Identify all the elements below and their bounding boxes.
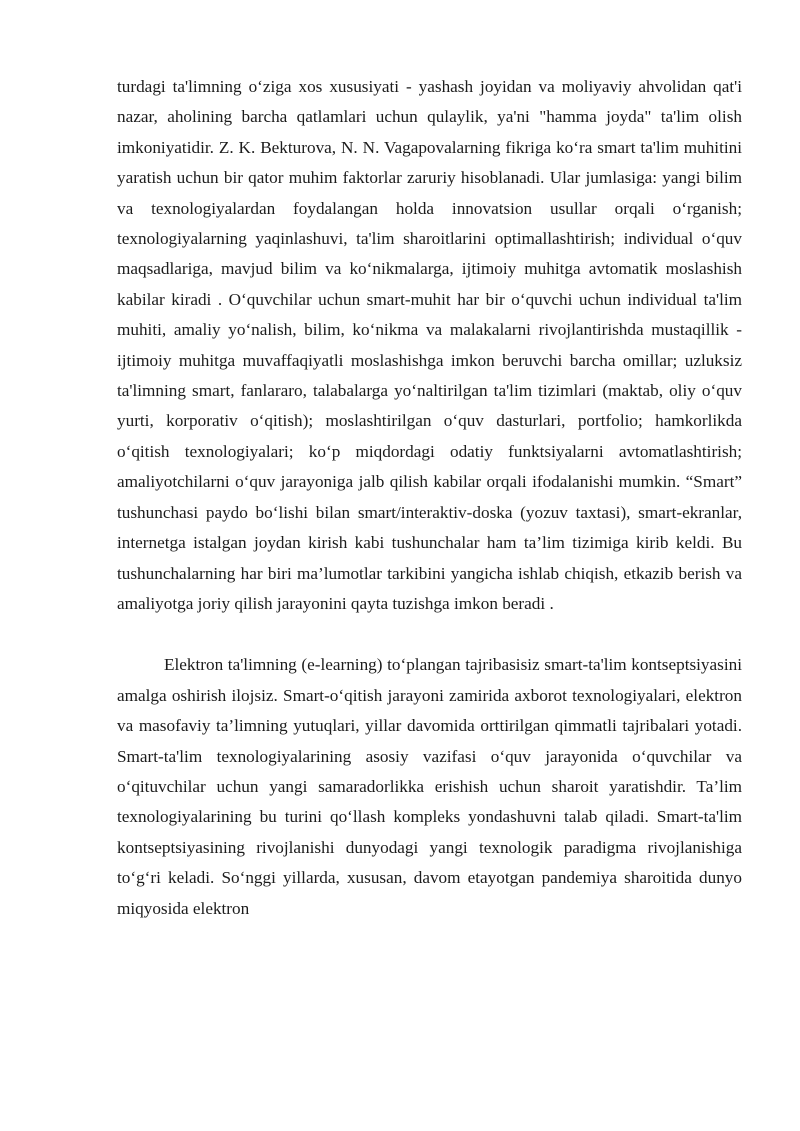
document-page	[117, 72, 742, 924]
paragraph-1: turdagi ta'limning o‘ziga xos xususiyati - yashash joyidan va moliyaviy ahvolidan qat'i nazar, aholining barcha qatlamlari uchun qulaylik, ya'ni "hamma joyda" ta'lim olish imkoniyatidir. Z. K. Bekturova, N. N. Vagapovalarning fikriga ko‘ra smart ta'lim muhitini yaratish uchun bir qator muhim faktorlar zaruriy hisoblanadi. Ular jumlasiga: yangi bilim va texnologiyalardan foydalangan holda innovatsion usullar orqali o‘rganish; texnologiyalarning yaqinlashuvi, ta'lim sharoitlarini optimallashtirish; individual o‘quv maqsadlariga, mavjud bilim va ko‘nikmalarga, ijtimoiy muhitga avtomatik moslashish kabilar kiradi . O‘quvchilar uchun smart-muhit har bir o‘quvchi uchun individual ta'lim muhiti, amaliy yo‘nalish, bilim, ko‘nikma va malakalarni rivojlantirishda mustaqillik - ijtimoiy muhitga muvaffaqiyatli moslashishga imkon beruvchi barcha omillar; uzluksiz ta'limning smart, fanlararo, talabalarga yo‘naltirilgan ta'lim tizimlari (maktab, oliy o‘quv yurti, korporativ o‘qitish); moslashtirilgan o‘quv dasturlari, portfolio; hamkorlikda o‘qitish texnologiyalari; ko‘p miqdordagi odatiy funktsiyalarni avtomatlashtirish; amaliyotchilarni o‘quv jarayoniga jalb qilish kabilar orqali ifodalanishi mumkin. “Smart” tushunchasi paydo bo‘lishi bilan smart/interaktiv-doska (yozuv taxtasi), smart-ekranlar, internetga istalgan joydan kirish kabi tushunchalar ham ta’lim tizimiga kirib keldi. Bu tushunchalarning har biri ma’lumotlar tarkibini yangicha ishlab chiqish, etkazib berish va amaliyotga joriy qilish jarayonini qayta tuzishga imkon beradi .	[117, 77, 742, 613]
paragraph-2: Elektron ta'limning (e-learning) to‘plangan tajribasisiz smart-ta'lim kontseptsiyasini amalga oshirish ilojsiz. Smart-o‘qitish jarayoni zamirida axborot texnologiyalari, elektron va masofaviy ta’limning yutuqlari, yillar davomida orttirilgan qimmatli tajribalari yotadi. Smart-ta'lim texnologiyalarining asosiy vazifasi o‘quv jarayonida o‘quvchilar va o‘qituvchilar uchun yangi samaradorlikka erishish uchun sharoit yaratishdir. Ta’lim texnologiyalarining bu turini qo‘llash kompleks yondashuvni talab qiladi. Smart-ta'lim kontseptsiyasining rivojlanishi dunyodagi yangi texnologik paradigma rivojlanishiga to‘g‘ri keladi. So‘nggi yillarda, xususan, davom etayotgan pandemiya sharoitida dunyo miqyosida elektron	[117, 655, 742, 918]
